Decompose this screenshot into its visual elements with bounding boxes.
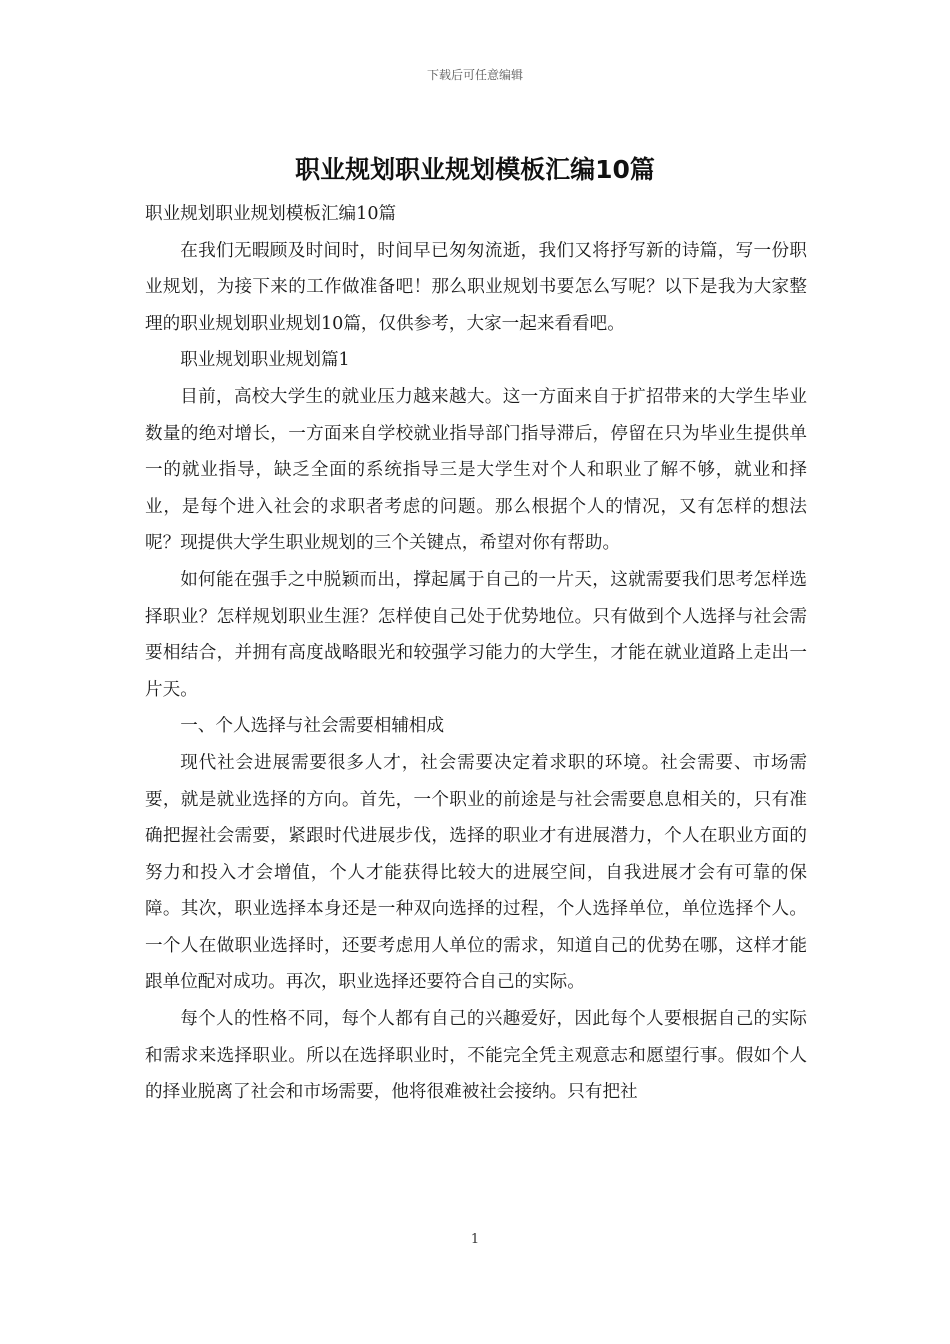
document-title: 职业规划职业规划模板汇编10篇 [295, 155, 655, 184]
page-header-note: 下载后可任意编辑 [426, 68, 523, 82]
paragraph-social-needs: 现代社会进展需要很多人才，社会需要决定着求职的环境。社会需要、市场需要，就是就业选择的方向。首先，一个职业的前途是与社会需要息息相关的，只有准确把握社会需要，紧跟时代进展步伐，选择的职业才有进展潜力，个人在职业方面的努力和投入才会增值，个人才能获得比较大的进展空间，自我进展才会有可靠的保障。其次，职业选择本身还是一种双向选择的过程，个人选择单位，单位选择个人。一个人在做职业选择时，还要考虑用人单位的需求，知道自己的优势在哪，这样才能跟单位配对成功。再次，职业选择还要符合自己的实际。 [145, 752, 807, 993]
paragraph-stand-out: 如何能在强手之中脱颖而出，撑起属于自己的一片天，这就需要我们思考怎样选择职业？怎样规划职业生涯？怎样使自己处于优势地位。只有做到个人选择与社会需要相结合，并拥有高度战略眼光和较强学习能力的大学生，才能在就业道路上走出一片天。 [145, 569, 807, 700]
paragraph-intro: 在我们无暇顾及时间时，时间早已匆匆流逝，我们又将抒写新的诗篇，写一份职业规划，为接下来的工作做准备吧！那么职业规划书要怎么写呢？以下是我为大家整理的职业规划职业规划10篇，仅供参考，大家一起来看看吧。 [145, 240, 807, 334]
section-heading-part-1: 职业规划职业规划篇1 [180, 350, 350, 371]
section-heading-one: 一、个人选择与社会需要相辅相成 [180, 716, 445, 737]
paragraph-personality: 每个人的性格不同，每个人都有自己的兴趣爱好，因此每个人要根据自己的实际和需求来选择职业。所以在选择职业时，不能完全凭主观意志和愿望行事。假如个人的择业脱离了社会和市场需要，他将很难被社会接纳。只有把社 [145, 1009, 807, 1103]
paragraph-employment-pressure: 目前，高校大学生的就业压力越来越大。这一方面来自于扩招带来的大学生毕业数量的绝对增长，一方面来自学校就业指导部门指导滞后，停留在只为毕业生提供单一的就业指导，缺乏全面的系统指导三是大学生对个人和职业了解不够，就业和择业，是每个进入社会的求职者考虑的问题。那么根据个人的情况，又有怎样的想法呢？现提供大学生职业规划的三个关键点，希望对你有帮助。 [145, 386, 807, 554]
subtitle-line: 职业规划职业规划模板汇编10篇 [145, 204, 397, 224]
page-number: 1 [470, 1232, 480, 1247]
document-body [145, 196, 807, 1111]
